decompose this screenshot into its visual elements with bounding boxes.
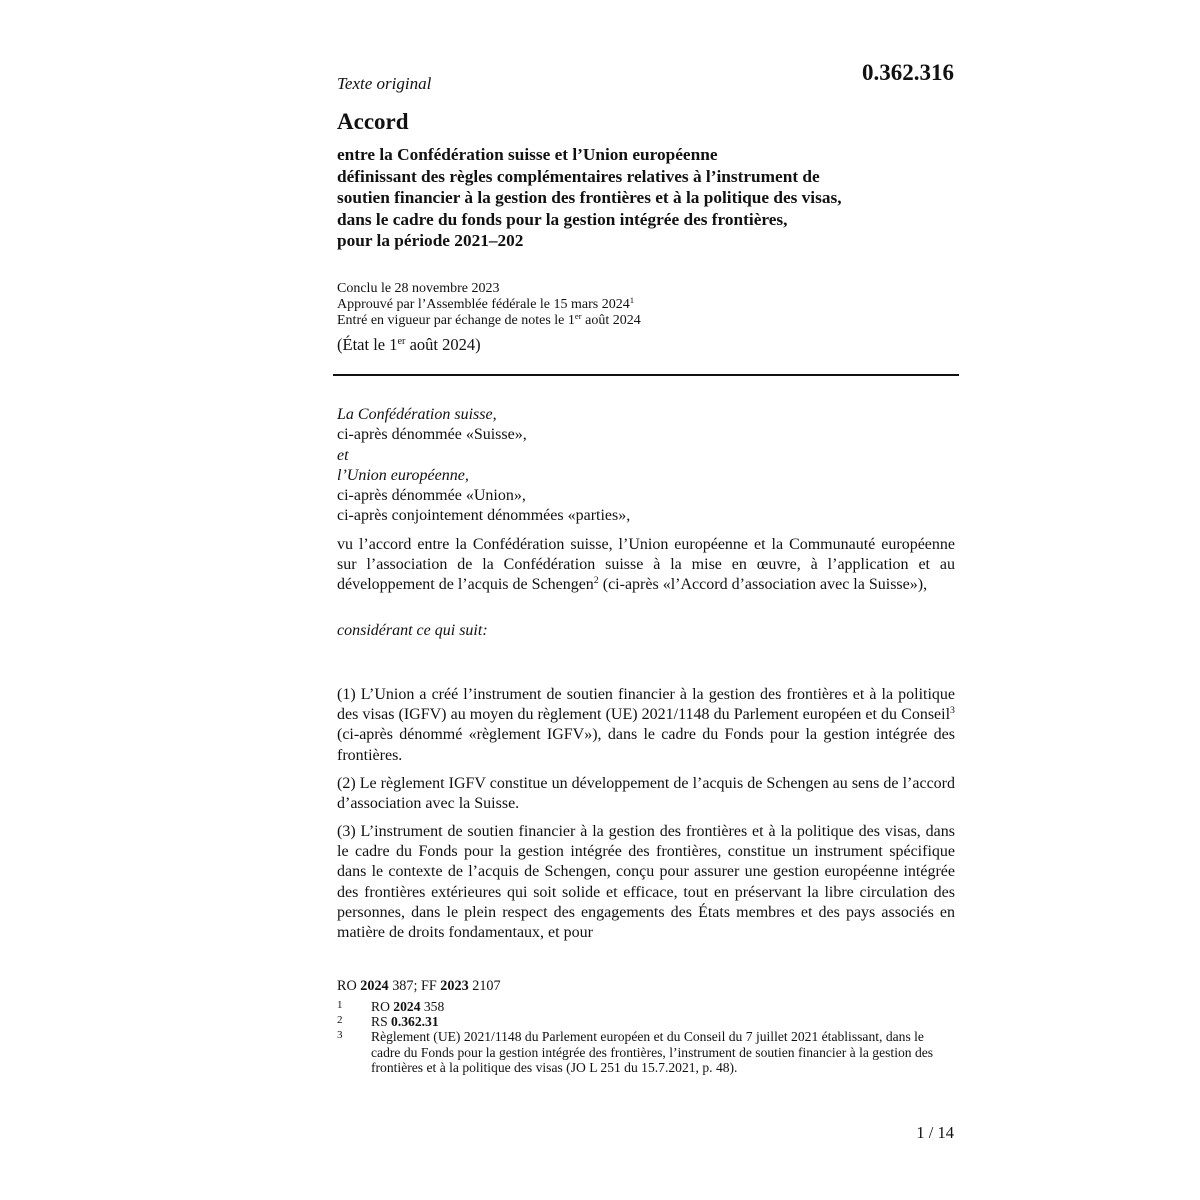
party-eu-alias: ci-après dénommée «Union», <box>337 487 526 505</box>
preamble-text-1: vu l’accord entre la Confédération suisse, l’Union européenne et la Communauté européenne sur l’association de la Confédération suisse à la mise en œuvre, à l’application et au développement de l’acquis de Schengen <box>337 536 955 594</box>
document-title: Accord <box>337 109 409 134</box>
parties-block <box>337 405 955 527</box>
ff-number: 2107 <box>468 978 501 994</box>
recital-2: (2) Le règlement IGFV constitue un développement de l’acquis de Schengen au sens de l’accord d’association avec la Suisse. <box>337 775 955 813</box>
entry-prefix: Entré en vigueur par échange de notes le 1 <box>337 313 575 328</box>
footnotes <box>337 999 937 1075</box>
entry-suffix: août 2024 <box>581 313 641 328</box>
footnote-3 <box>337 1029 937 1075</box>
footnote-prefix: RO <box>371 999 394 1014</box>
footnote-prefix: RS <box>371 1014 392 1030</box>
state-sup: er <box>397 335 406 347</box>
publication-reference <box>337 978 955 995</box>
party-conjunction: et <box>337 446 349 464</box>
parties-joint-alias: ci-après conjointement dénommées «parties», <box>337 507 631 525</box>
entry-sup: er <box>574 310 582 321</box>
ro-number: 387; FF <box>388 978 441 994</box>
party-swiss-alias: ci-après dénommée «Suisse», <box>337 426 527 444</box>
footnote-number: 2 <box>337 1014 343 1027</box>
concluded-date: Conclu le 28 novembre 2023 <box>337 281 500 296</box>
party-swiss: La Confédération suisse, <box>337 406 497 423</box>
recital-1-text-2: (ci-après dénommé «règlement IGFV»), dans le cadre du Fonds pour la gestion intégrée des frontières. <box>337 726 955 764</box>
state-prefix: (État le 1 <box>337 335 398 354</box>
footnote-1 <box>337 999 937 1014</box>
footnote-ref-3[interactable]: 3 <box>950 705 955 717</box>
status-date <box>337 335 481 355</box>
footnote-number: 3 <box>337 1029 343 1042</box>
page-number: 1 / 14 <box>916 1123 954 1142</box>
footnote-2 <box>337 1014 937 1029</box>
document-subtitle: entre la Confédération suisse et l’Union européenne définissant des règles complémentaires relatives à l’instrument de soutien financier à la gestion des frontières et à la politique des visas, dans le cadre du fonds pour la gestion intégrée des frontières, pour la période 2021–202 <box>337 145 842 250</box>
ro-prefix: RO <box>337 978 361 994</box>
preamble-paragraph <box>337 535 955 596</box>
ff-year: 2023 <box>440 978 469 994</box>
recital-3: (3) L’instrument de soutien financier à la gestion des frontières et à la politique des visas, dans le cadre du Fonds pour la gestion intégrée des frontières, constitue un instrument spécifique dans le contexte de l’acquis de Schengen, conçu pour assurer une gestion européenne intégrée des frontières extérieures qui soit solide et efficace, tout en préservant la libre circulation des personnes, dans le plein respect des engagements des États membres et des pays associés en matière de droits fondamentaux, et pour <box>337 823 955 942</box>
ro-year: 2024 <box>360 978 389 994</box>
footnote-text <box>371 1029 937 1075</box>
footnote-suffix: 358 <box>420 999 445 1014</box>
header-divider <box>333 374 959 376</box>
approved-line <box>337 294 955 313</box>
footnote-number: 1 <box>337 999 343 1011</box>
party-eu: l’Union européenne, <box>337 466 469 484</box>
recital-1-text-1: (1) L’Union a créé l’instrument de soutien financier à la gestion des frontières et à la politique des visas (IGFV) au moyen du règlement (UE) 2021/1148 du Parlement européen et du Conseil <box>337 686 955 724</box>
adoption-metadata <box>337 281 955 329</box>
state-suffix: août 2024) <box>405 335 481 354</box>
approved-date: Approuvé par l’Assemblée fédérale le 15 mars 2024 <box>337 297 630 312</box>
preamble-text-2: (ci-après «l’Accord d’association avec la Suisse»), <box>598 576 928 594</box>
footnote-ref-1[interactable]: 1 <box>629 294 635 305</box>
original-text-label: Texte original <box>337 74 432 93</box>
footnote-text <box>371 1014 937 1029</box>
footnote-text <box>371 999 937 1014</box>
reference-number: 0.362.316 <box>862 60 954 85</box>
footnote-ref-2[interactable]: 2 <box>593 575 599 587</box>
footnote-suffix: Règlement (UE) 2021/1148 du Parlement européen et du Conseil du 7 juillet 2021 établissant, dans le cadre du Fonds pour la gestion intégrée des frontières, l’instrument de soutien financier à la gestion des frontières et à la politique des visas (JO L 251 du 15.7.2021, p. 48). <box>371 1029 934 1075</box>
entry-into-force <box>337 310 955 329</box>
footnote-bold: 2024 <box>393 999 421 1014</box>
recital-1 <box>337 685 955 766</box>
footnote-bold: 0.362.31 <box>391 1014 439 1030</box>
considering-heading: considérant ce qui suit: <box>337 622 488 639</box>
